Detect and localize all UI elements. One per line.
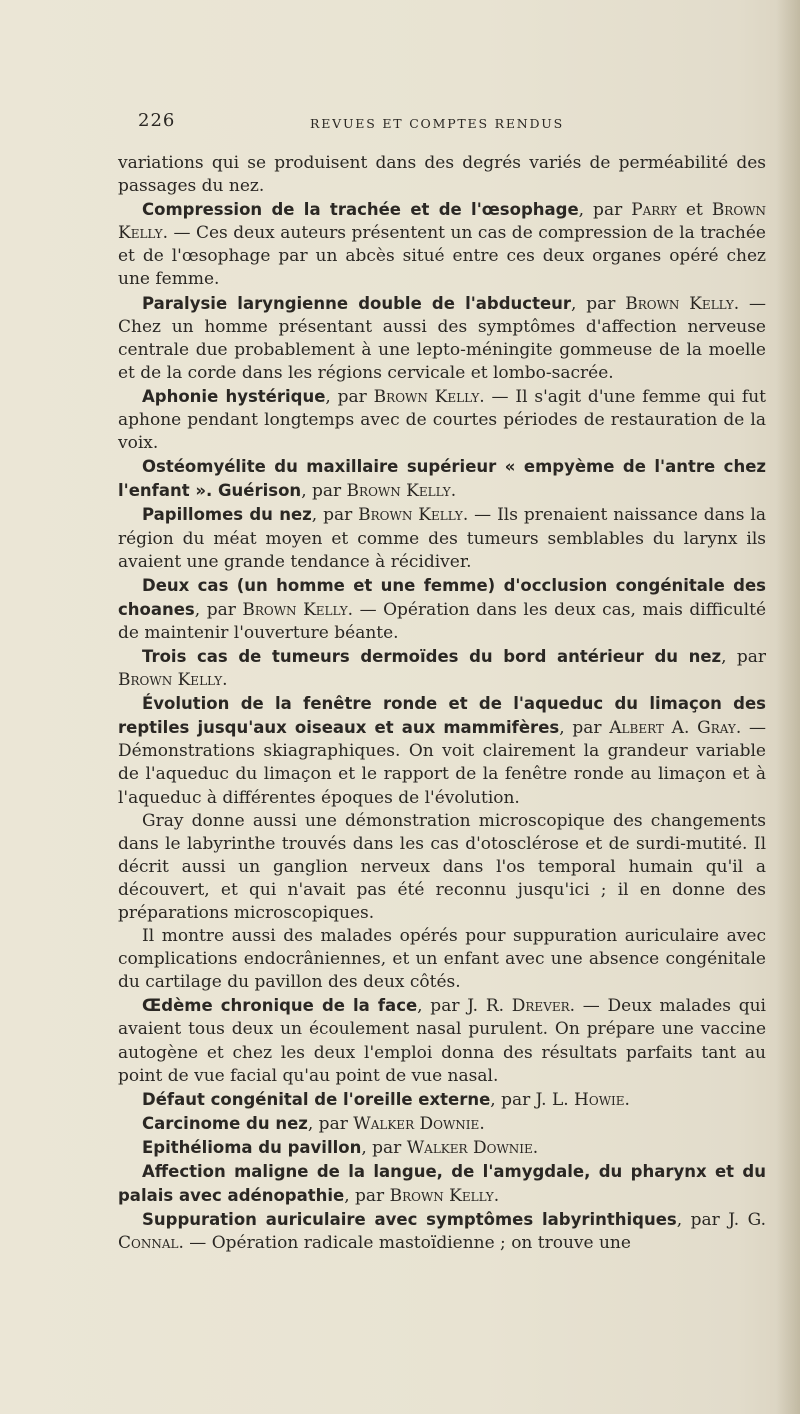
text-run: . — Opération dans les deux cas, mais difficulté de maintenir l'ouverture béante.	[118, 599, 767, 643]
paragraph	[118, 1112, 766, 1136]
paragraph	[118, 198, 766, 291]
text-run: . — Deux malades qui avaient tous deux un écoulement nasal purulent. On prépare une vaccine autogène et chez les deux l'emploi donna des résultats parfaits tant au point de vue facial qu'au point de vue nasal.	[118, 996, 766, 1086]
paragraph	[118, 994, 766, 1087]
author-name: Brown Kelly	[118, 670, 223, 691]
paragraph	[118, 1160, 766, 1208]
text-run: , par	[311, 505, 359, 526]
author-name: Brown Kelly	[346, 481, 451, 502]
text-run: . — Ces deux auteurs présentent un cas de compression de la trachée et de l'œsophage par un abcès situé entre ces deux organes opéré chez une femme.	[118, 223, 766, 290]
entry-title: Suppuration auriculaire avec symptômes labyrinthiques	[142, 1210, 677, 1230]
author-name: Albert A. Gray	[609, 718, 736, 739]
entry-title: Évolution de la fenêtre ronde et de l'aqueduc du limaçon des reptiles jusqu'aux oiseaux et aux mammifères	[118, 694, 766, 738]
paragraph	[118, 292, 766, 385]
author-name: Connal	[118, 1233, 179, 1254]
author-name: Walker Downie	[353, 1113, 480, 1134]
paragraph	[118, 574, 766, 645]
text-run: , par	[361, 1137, 407, 1158]
author-name: Brown Kelly	[625, 293, 734, 314]
text-run: . — Il s'agit d'une femme qui fut aphone pendant longtemps avec de courtes périodes de restauration de la voix.	[118, 386, 767, 454]
text-run: , par	[344, 1186, 390, 1207]
text-run: Il montre aussi des malades opérés pour suppuration auriculaire avec complications endocrâniennes, et un enfant avec une absence congénitale du cartilage du pavillon des deux côtés.	[118, 926, 766, 993]
paragraph	[118, 1088, 766, 1112]
text-run: . — Opération radicale mastoïdienne ; on trouve une	[178, 1233, 631, 1254]
text-run: , par	[559, 718, 610, 739]
text-run: , par J. R.	[417, 996, 512, 1017]
author-name: Walker Downie	[406, 1137, 533, 1158]
author-name: Brown Kelly	[373, 386, 480, 407]
text-run: .	[479, 1113, 485, 1134]
paragraph	[118, 1208, 766, 1255]
entry-title: Défaut congénital de l'oreille externe	[142, 1089, 491, 1109]
text-run: , par J. G.	[676, 1210, 766, 1231]
text-run: .	[222, 670, 228, 691]
entry-title: Ostéomyélite du maxillaire supérieur « empyème de l'antre chez l'enfant ». Guérison	[118, 457, 766, 501]
text-run: .	[450, 481, 457, 502]
paragraph	[118, 1136, 766, 1160]
author-name: Brown Kelly	[389, 1186, 494, 1207]
text-run: .	[532, 1137, 539, 1158]
entry-title: Aphonie hystérique	[142, 386, 326, 406]
body-text	[118, 152, 766, 1255]
entry-title: Paralysie laryngienne double de l'abducteur	[142, 293, 572, 313]
author-name: Brown Kelly	[118, 200, 767, 244]
text-run: . — Démonstrations skiagraphiques. On voit clairement la grandeur variable de l'aqueduc du limaçon et le rapport de la fenêtre ronde au limaçon et à l'aqueduc à différentes époques de l'évolution.	[118, 718, 766, 808]
entry-title: Affection maligne de la langue, de l'amygdale, du pharynx et du palais avec adénopathie	[118, 1162, 766, 1206]
entry-title: Epithélioma du pavillon	[142, 1137, 362, 1157]
page-number: 226	[138, 110, 176, 131]
text-run: , par	[571, 293, 626, 314]
text-run: , par	[301, 481, 347, 502]
text-run: variations qui se produisent dans des degrés variés de perméabilité des passages du nez.	[118, 153, 766, 197]
running-title: REVUES ET COMPTES RENDUS	[310, 116, 565, 131]
text-run: , par	[325, 386, 374, 407]
text-run: . — Chez un homme présentant aussi des symptômes d'affection nerveuse centrale due probablement à une lepto-méningite gommeuse de la moelle et de la corde dans les régions cervicale et lombo-sacrée.	[118, 293, 767, 383]
paragraph	[118, 455, 766, 503]
text-run: Gray donne aussi une démonstration microscopique des changements dans le labyrinthe trouvés dans les cas d'otosclérose et de surdi-mutité. Il décrit aussi un ganglion nerveux dans l'os temporal humain qu'il a découvert, et qui n'avait pas été reconnu jusqu'ici ; il en donne des préparations microscopiques.	[118, 810, 766, 923]
author-name: Parry	[631, 200, 677, 221]
paragraph	[118, 692, 766, 809]
text-run: , par	[721, 646, 767, 667]
text-run: . — Ils prenaient naissance dans la région du méat moyen et comme des tumeurs semblables du larynx ils avaient une grande tendance à récidiver.	[118, 505, 766, 572]
author-name: Brown Kelly	[242, 599, 348, 620]
page-header	[130, 110, 770, 138]
paragraph	[118, 152, 766, 198]
paragraph	[118, 925, 766, 994]
entry-title: Carcinome du nez	[142, 1113, 308, 1133]
text-run: , par	[578, 200, 632, 221]
paragraph	[118, 385, 766, 455]
text-run: , par J. L.	[490, 1089, 575, 1110]
entry-title: Œdème chronique de la face	[142, 996, 418, 1016]
author-name: Drever	[511, 996, 570, 1017]
paragraph	[118, 645, 766, 692]
entry-title: Papillomes du nez	[142, 505, 312, 525]
page-edge-shadow	[776, 0, 800, 1414]
entry-title: Compression de la trachée et de l'œsophage	[142, 200, 579, 220]
text-run: , par	[307, 1113, 354, 1134]
author-name: Brown Kelly	[358, 505, 463, 526]
text-run: .	[624, 1089, 630, 1110]
text-run: et	[676, 200, 712, 221]
entry-title: Trois cas de tumeurs dermoïdes du bord antérieur du nez	[142, 646, 722, 666]
paragraph	[118, 503, 766, 573]
author-name: Howie	[574, 1089, 625, 1110]
text-run: , par	[194, 599, 243, 620]
paragraph	[118, 810, 766, 925]
entry-title: Deux cas (un homme et une femme) d'occlusion congénitale des choanes	[118, 575, 766, 619]
text-run: .	[493, 1186, 500, 1207]
